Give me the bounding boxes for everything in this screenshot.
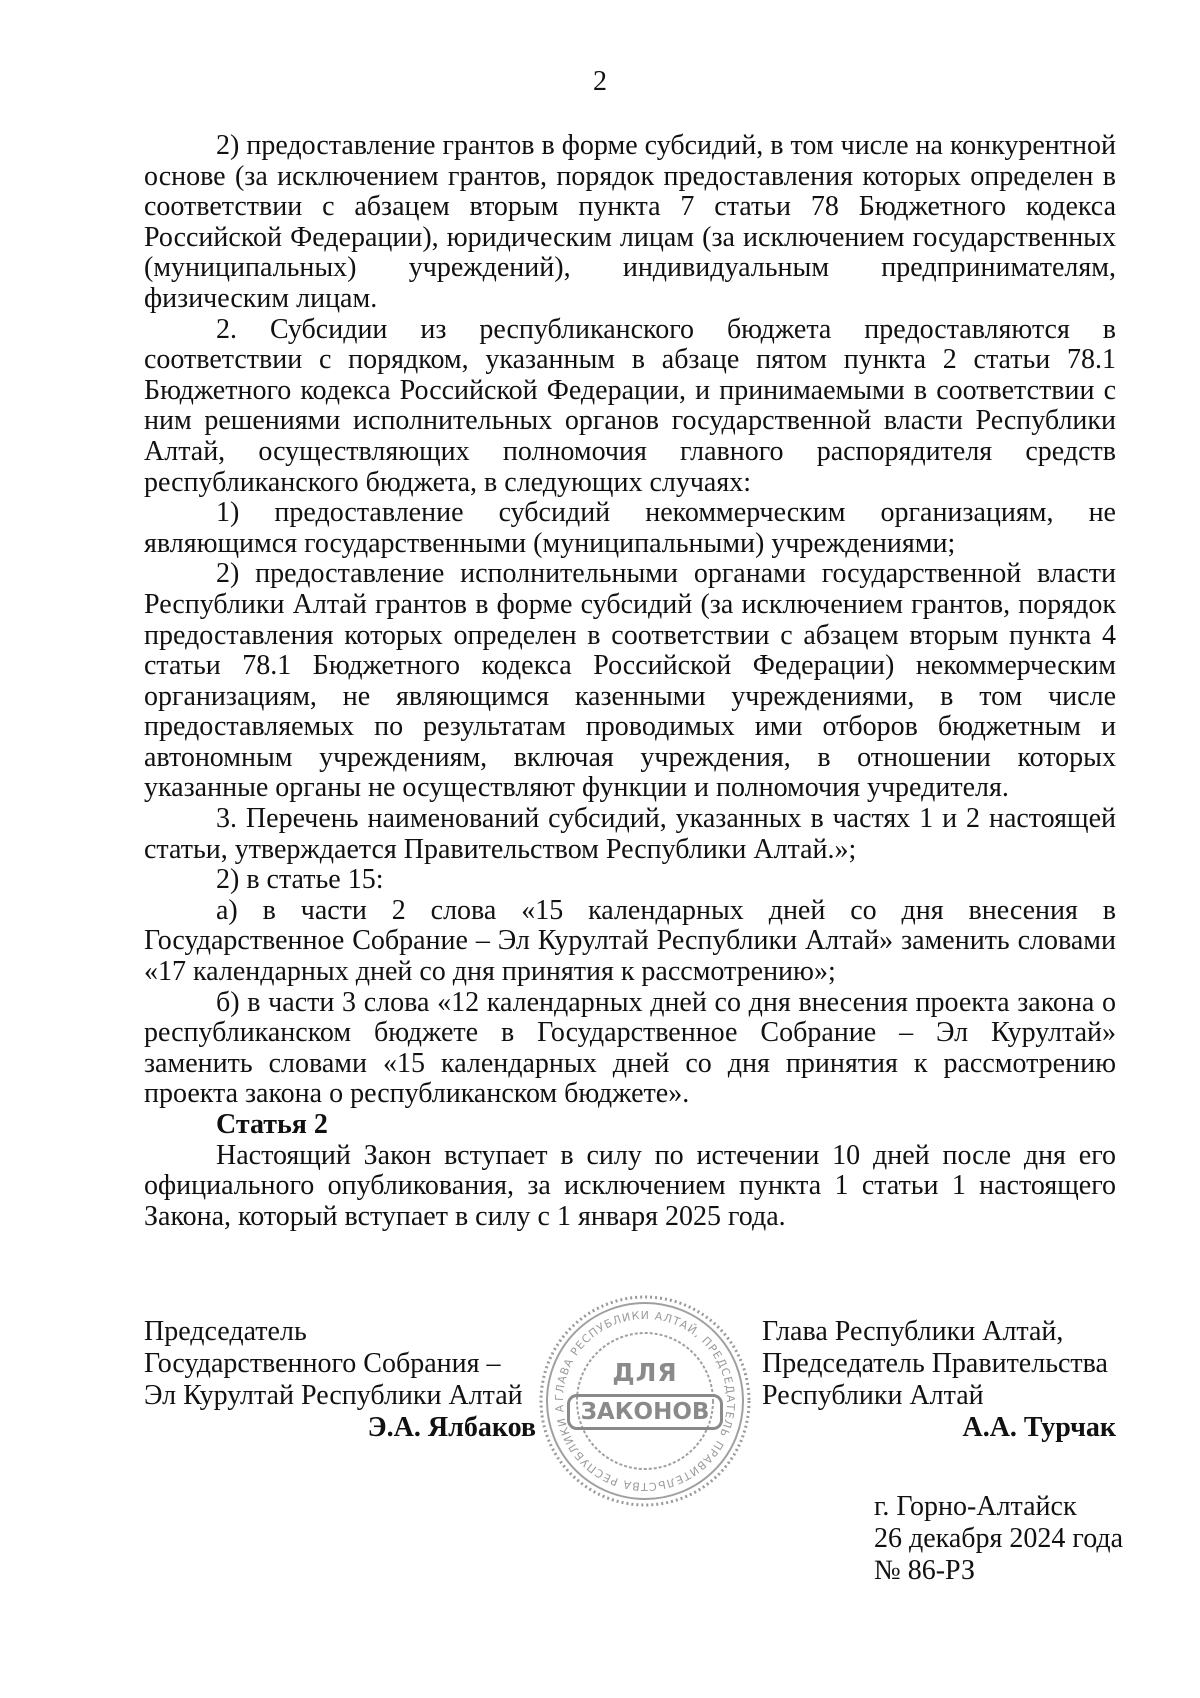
signature-left-name: Э.А. Ялбаков [367,1412,536,1443]
page-number: 2 [593,66,607,97]
signature-left-line3: Эл Курултай Республики Алтай [144,1380,523,1411]
paragraph-subsidies: 2. Субсидии из республиканского бюджета предоставляются в соответствии с порядком, указанным в абзаце пятом пункта 2 статьи 78.1 Бюджетного кодекса Российской Федерации, и принимаемыми в соответствии с ним решениями исполнительных органов государственной власти Республики Алтай, осуществляющих полномочия главного распорядителя средств республиканского бюджета, в следующих случаях: [144,313,1116,498]
paragraph-subsidy-list: 3. Перечень наименований субсидий, указанных в частях 1 и 2 настоящей статьи, утверждается Правительством Республики Алтай.»; [144,803,1116,865]
seal-ring-text: ГЛАВА РЕСПУБЛИКИ АЛТАЙ, ПРЕДСЕДАТЕЛЬ ПРАВИТЕЛЬСТВА РЕСПУБЛИКИ А [552,1308,738,1494]
paragraph-article-15: 2) в статье 15: [216,864,384,896]
signature-right-line3: Республики Алтай [762,1380,984,1411]
paragraph-noncommercial: 1) предоставление субсидий некоммерческим организациям, не являющимся государственными (муниципальными) учреждениями; [144,497,1116,559]
paragraph-grants: 2) предоставление грантов в форме субсидий, в том числе на конкурентной основе (за исключением грантов, порядок предоставления которых определен в соответствии с абзацем вторым пункта 7 статьи 78 Бюджетного кодекса Российской Федерации), юридическим лицам (за исключением государственных (муниципальных) учреждений), индивидуальным предпринимателям, физическим лицам. [144,130,1116,314]
signature-right-line2: Председатель Правительства [762,1348,1108,1379]
paragraph-part-2: а) в части 2 слова «15 календарных дней со дня внесения в Государственное Собрание – Эл Курултай Республики Алтай» заменить словами «17 календарных дней со дня принятия к рассмотрению»; [144,894,1116,988]
place-city: г. Горно-Алтайск [874,1491,1077,1522]
paragraph-part-3: б) в части 3 слова «12 календарных дней со дня внесения проекта закона о республиканском бюджете в Государственное Собрание – Эл Курултай» заменить словами «15 календарных дней со дня принятия к рассмотрению проекта закона о республиканском бюджете». [144,986,1116,1110]
signature-left-line1: Председатель [144,1316,307,1347]
law-number: № 86-РЗ [874,1555,975,1586]
official-seal [538,1294,752,1508]
signature-right-line1: Глава Республики Алтай, [762,1316,1064,1347]
seal-label-top: ДЛЯ [612,1358,678,1387]
place-date: 26 декабря 2024 года [874,1523,1124,1554]
paragraph-executive-grants: 2) предоставление исполнительными органами государственной власти Республики Алтай грантов в форме субсидий (за исключением грантов, порядок предоставления которых определен в соответствии с абзацем вторым пункта 4 статьи 78.1 Бюджетного кодекса Российской Федерации) некоммерческим организациям, не являющимся казенными учреждениями, в том числе предоставляемых по результатам проводимых ими отборов бюджетным и автономным учреждениям, включая учреждения, в отношении которых указанные органы не осуществляют функции и полномочия учредителя. [144,558,1116,804]
document-body [144,131,1116,1232]
seal-label-bottom: ЗАКОНОВ [567,1394,723,1430]
signature-block-left [144,1316,536,1444]
signature-right-name: А.А. Турчак [962,1412,1116,1443]
place-date-block [874,1491,1154,1587]
article-2-text: Настоящий Закон вступает в силу по истечении 10 дней после дня его официального опубликования, за исключением пункта 1 статьи 1 настоящего Закона, который вступает в силу с 1 января 2025 года. [144,1139,1116,1232]
article-2-heading: Статья 2 [216,1109,328,1140]
signature-left-line2: Государственного Собрания – [144,1348,501,1379]
signature-block-right [762,1316,1116,1444]
